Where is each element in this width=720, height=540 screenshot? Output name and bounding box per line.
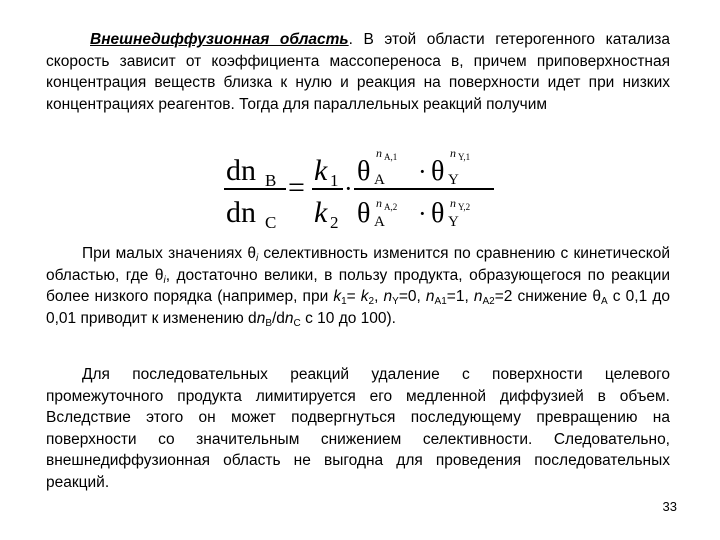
p2-text-2: селективность изменится по сравнению с кинетической областью, где θ xyxy=(46,245,670,284)
p2-k1-sub: 1 xyxy=(341,296,347,308)
formula-theta-y-den-sub: Y xyxy=(448,214,459,230)
p2-text-10: /d xyxy=(271,309,285,327)
formula-k1: k xyxy=(314,154,328,187)
formula-theta-a-den: θ xyxy=(357,198,371,229)
p2-text-3: , достаточно велики, в пользу продукта, образующегося по реакции более низкого порядка (например, при xyxy=(46,266,670,306)
formula-exp-a2-sub: A,2 xyxy=(384,202,398,212)
formula-dot-den: · xyxy=(418,199,427,228)
formula-sub-b: B xyxy=(265,171,277,190)
p2-n-a2: n xyxy=(473,288,483,306)
p2-n-y: n xyxy=(383,288,393,306)
page-number: 33 xyxy=(662,499,677,514)
formula-k1-sub: 1 xyxy=(330,171,339,190)
p2-sub-i: i xyxy=(255,253,259,264)
p2-dn-c: n xyxy=(284,309,294,327)
formula-dn-denominator: dn xyxy=(226,196,256,229)
p2-k2-sub: 2 xyxy=(368,296,375,308)
formula-exp-n-a2: n xyxy=(376,196,382,210)
formula-exp-a1-sub: A,1 xyxy=(384,152,398,162)
selectivity-formula xyxy=(222,146,502,232)
p2-k2: k xyxy=(360,288,369,306)
formula-exp-n-a1: n xyxy=(376,146,382,160)
p2-n-a1: n xyxy=(425,288,435,306)
paragraph-1 xyxy=(46,29,670,115)
formula-exp-y1-sub: Y,1 xyxy=(458,152,471,162)
p2-dn-c-sub: C xyxy=(293,317,301,329)
p2-text-9: с 0,1 до 0,01 приводит к изменению d xyxy=(46,288,670,327)
p2-text-11: с 10 до 100). xyxy=(300,309,396,327)
p2-text-4: = xyxy=(346,288,361,306)
formula-theta-a-den-sub: A xyxy=(374,214,385,230)
formula-theta-a-num-sub: A xyxy=(374,172,385,188)
formula-theta-y-num-sub: Y xyxy=(448,172,459,188)
p2-dn-b-sub: B xyxy=(265,317,272,329)
paragraph-2 xyxy=(46,243,670,329)
p2-theta-a-sub: A xyxy=(601,296,608,308)
formula-equals: = xyxy=(288,171,305,204)
p2-n-a2-sub: A2 xyxy=(482,296,495,308)
p2-text-7: =1, xyxy=(446,288,474,306)
p2-text-8: =2 снижение θ xyxy=(494,288,602,306)
p2-k1: k xyxy=(333,288,342,306)
formula-exp-n-y1: n xyxy=(450,146,456,160)
formula-theta-y-den: θ xyxy=(431,198,445,229)
formula-exp-n-y2: n xyxy=(450,196,456,210)
formula-exp-y2-sub: Y,2 xyxy=(458,202,471,212)
p2-dn-b: n xyxy=(256,309,266,327)
formula-k2-sub: 2 xyxy=(330,213,339,232)
term-external-diffusion-region: Внешнедиффузионная область xyxy=(90,31,349,48)
p2-n-y-sub: Y xyxy=(392,296,399,308)
p2-sub-i-2: i xyxy=(163,274,166,286)
formula-multiply-dot: · xyxy=(344,174,353,203)
paragraph-3: Для последовательных реакций удаление с поверхности целевого промежуточного продукта лимитируется его медленной диффузией в объем. Вследствие этого он может подвергнуться последующему превращению на поверхности со значительным снижением селективности. Следовательно, внешнедиффузионная область не выгодна для проведения последовательных реакций. xyxy=(46,366,670,491)
p2-text-5: , xyxy=(374,288,384,306)
p2-text-6: =0, xyxy=(398,288,426,306)
p2-text-1: При малых значениях θ xyxy=(82,245,256,262)
paragraph-1-text: . В этой области гетерогенного катализа скорость зависит от коэффициента массопереноса в, причем приповерхностная концентрация веществ близка к нулю и реакция на поверхности идет при низких концентрациях реагентов. Тогда для параллельных реакций получим xyxy=(46,31,670,113)
formula-dot-num: · xyxy=(418,157,427,186)
formula-theta-y-num: θ xyxy=(431,156,445,187)
p2-n-a1-sub: A1 xyxy=(434,296,447,308)
formula-sub-c: C xyxy=(265,213,277,232)
formula-dn-numerator: dn xyxy=(226,154,256,187)
formula-theta-a-num: θ xyxy=(357,156,371,187)
formula-k2: k xyxy=(314,196,328,229)
